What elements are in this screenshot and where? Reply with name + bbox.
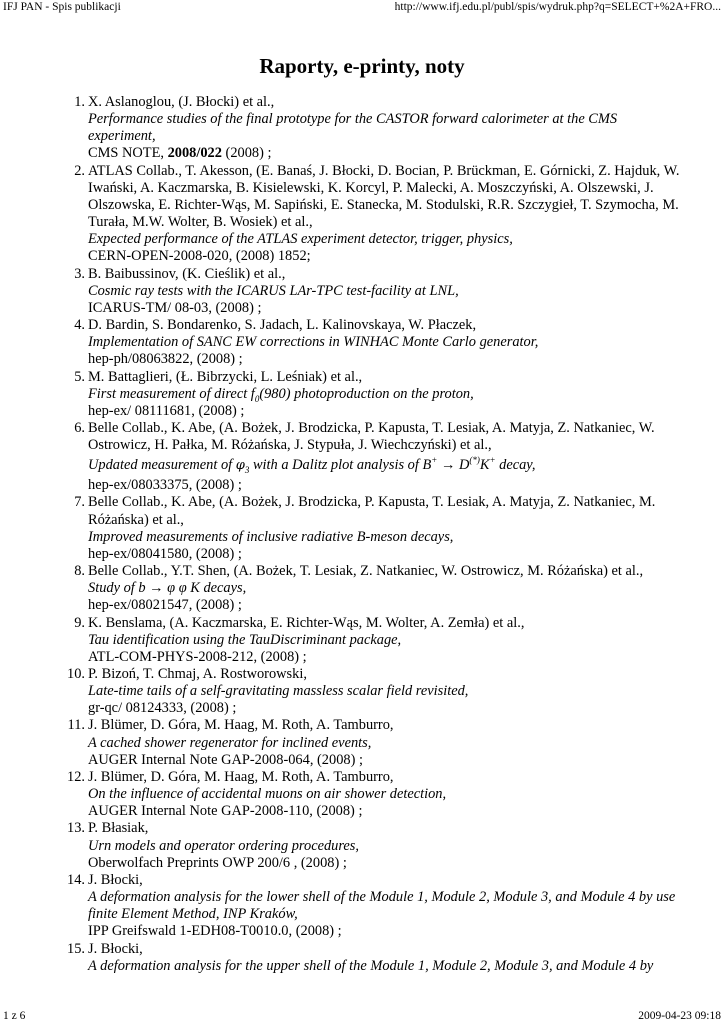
document-title: Raporty, e-printy, noty bbox=[259, 54, 465, 78]
item-number: 14. bbox=[67, 871, 85, 888]
item-number: 1. bbox=[74, 94, 85, 110]
list-item bbox=[74, 265, 682, 317]
item-source: hep-ph/08063822, (2008) ; bbox=[88, 351, 243, 368]
item-title: Cosmic ray tests with the ICARUS LAr-TPC test-facility at LNL, bbox=[88, 282, 459, 299]
page-title-header: IFJ PAN - Spis publikacji bbox=[3, 1, 121, 13]
print-timestamp: 2009-04-23 09:18 bbox=[638, 1010, 721, 1022]
list-item bbox=[67, 717, 682, 768]
print-header bbox=[3, 1, 721, 13]
list-item bbox=[74, 614, 682, 666]
publication-list bbox=[67, 94, 682, 975]
item-authors: J. Blümer, D. Góra, M. Haag, M. Roth, A. Tamburro, bbox=[88, 768, 394, 785]
item-authors: P. Bizoń, T. Chmaj, A. Rostworowski, bbox=[88, 666, 307, 682]
item-title: Implementation of SANC EW corrections in WINHAC Monte Carlo generator, bbox=[88, 334, 539, 351]
item-number: 12. bbox=[67, 768, 85, 785]
item-authors: J. Błocki, bbox=[88, 940, 143, 957]
item-number: 13. bbox=[67, 820, 85, 837]
list-item bbox=[74, 162, 682, 266]
item-authors: J. Błocki, bbox=[88, 871, 143, 888]
item-source: Oberwolfach Preprints OWP 200/6 , (2008) ; bbox=[88, 854, 347, 871]
item-authors: B. Baibussinov, (K. Cieślik) et al., bbox=[88, 265, 286, 282]
item-source: ICARUS-TM/ 08-03, (2008) ; bbox=[88, 299, 262, 316]
item-title: First measurement of direct $f_0(980)$ photoproduction on the proton, bbox=[88, 385, 474, 404]
item-authors: ATLAS Collab., T. Akesson, (E. Banaś, J. Błocki, D. Bocian, P. Brückman, E. Górnicki, Z. Hajduk, W. Iwański, A. Kaczmarska, B. Kisielewski, K. Korcyl, P. Malecki, A. Moszczyński, A. Olszewski, J. Olszowska, E. Richter-Wąs, M. Sapiński, E. Stanecka, M. Stodulski, R.R. Szczygieł, T. Szymocha, M. Turała, M.W. Wolter, B. Wosiek) et al., bbox=[88, 162, 680, 231]
page-url: http://www.ifj.edu.pl/publ/spis/wydruk.php?q=SELECT+%2A+FRO... bbox=[394, 1, 721, 13]
item-number: 6. bbox=[74, 419, 85, 436]
list-item bbox=[67, 768, 682, 820]
list-item bbox=[67, 940, 682, 975]
item-title: On the influence of accidental muons on air shower detection, bbox=[88, 786, 447, 803]
list-item bbox=[74, 317, 682, 368]
page-number: 1 z 6 bbox=[3, 1010, 26, 1022]
item-title: Performance studies of the final prototype for the CASTOR forward calorimeter at the CMS experiment, bbox=[88, 111, 618, 145]
item-title: Expected performance of the ATLAS experiment detector, trigger, physics, bbox=[88, 231, 513, 248]
item-number: 3. bbox=[74, 265, 85, 282]
item-source: ATL-COM-PHYS-2008-212, (2008) ; bbox=[88, 648, 307, 665]
item-title: Late-time tails of a self-gravitating massless scalar field revisited, bbox=[88, 683, 469, 700]
item-number: 10. bbox=[67, 666, 85, 682]
item-source: gr-qc/ 08124333, (2008) ; bbox=[88, 700, 237, 717]
list-item bbox=[74, 368, 682, 420]
item-number: 9. bbox=[74, 614, 85, 631]
item-source: CMS NOTE, 2008/022 (2008) ; bbox=[88, 145, 272, 162]
item-authors: Belle Collab., K. Abe, (A. Bożek, J. Brodzicka, P. Kapusta, T. Lesiak, A. Matyja, Z. Natkaniec, M. Różańska) et al., bbox=[88, 494, 656, 528]
item-title: A cached shower regenerator for inclined events, bbox=[88, 734, 372, 751]
item-title: A deformation analysis for the lower shell of the Module 1, Module 2, Module 3, and Module 4 by use finite Element Method, INP Kraków, bbox=[88, 889, 676, 923]
item-authors: P. Błasiak, bbox=[88, 820, 149, 837]
item-authors: K. Benslama, (A. Kaczmarska, E. Richter-Wąs, M. Wolter, A. Zemła) et al., bbox=[88, 614, 525, 631]
item-number: 8. bbox=[74, 563, 85, 580]
item-title: Study of b → φ φ K decays, bbox=[88, 580, 247, 597]
item-source: CERN-OPEN-2008-020, (2008) 1852; bbox=[88, 248, 311, 265]
item-authors: Belle Collab., K. Abe, (A. Bożek, J. Brodzicka, P. Kapusta, T. Lesiak, A. Matyja, Z. Natkaniec, W. Ostrowicz, H. Pałka, M. Różańska, J. Stypuła, J. Wiechczyński) et al., bbox=[88, 419, 655, 454]
item-title: A deformation analysis for the upper shell of the Module 1, Module 2, Module 3, and Module 4 by bbox=[88, 957, 654, 974]
list-item bbox=[67, 871, 682, 941]
item-title: Updated measurement of $\varphi_3$ with a Dalitz plot analysis of B+ → D(*)K+ decay, bbox=[88, 455, 536, 476]
item-authors: Belle Collab., Y.T. Shen, (A. Bożek, T. Lesiak, Z. Natkaniec, W. Ostrowicz, M. Różańska) et al., bbox=[88, 563, 644, 580]
item-authors: D. Bardin, S. Bondarenko, S. Jadach, L. Kalinovskaya, W. Płaczek, bbox=[88, 317, 477, 334]
item-source: AUGER Internal Note GAP-2008-064, (2008) ; bbox=[88, 751, 363, 768]
item-number: 2. bbox=[74, 162, 85, 179]
item-number: 5. bbox=[74, 368, 85, 385]
item-authors: J. Blümer, D. Góra, M. Haag, M. Roth, A. Tamburro, bbox=[88, 717, 394, 734]
print-footer bbox=[3, 1010, 721, 1022]
item-authors: X. Aslanoglou, (J. Błocki) et al., bbox=[88, 94, 275, 110]
item-number: 11. bbox=[67, 717, 85, 734]
item-source: IPP Greifswald 1-EDH08-T0010.0, (2008) ; bbox=[88, 923, 342, 940]
item-title: Urn models and operator ordering procedures, bbox=[88, 837, 360, 854]
item-authors: M. Battaglieri, (Ł. Bibrzycki, L. Leśniak) et al., bbox=[88, 368, 363, 385]
list-item bbox=[74, 494, 682, 563]
item-number: 15. bbox=[67, 940, 85, 957]
item-source: AUGER Internal Note GAP-2008-110, (2008) ; bbox=[88, 803, 363, 820]
list-item bbox=[67, 666, 682, 717]
list-item bbox=[74, 419, 682, 494]
item-title: Improved measurements of inclusive radiative B-meson decays, bbox=[88, 528, 454, 545]
list-item bbox=[74, 563, 682, 614]
item-number: 4. bbox=[74, 317, 85, 334]
item-title: Tau identification using the TauDiscriminant package, bbox=[88, 631, 402, 648]
item-number: 7. bbox=[74, 494, 85, 511]
item-source: hep-ex/08033375, (2008) ; bbox=[88, 477, 242, 494]
item-source: hep-ex/08041580, (2008) ; bbox=[88, 545, 242, 562]
list-item bbox=[67, 820, 682, 871]
item-source: hep-ex/ 08111681, (2008) ; bbox=[88, 402, 245, 419]
item-source: hep-ex/08021547, (2008) ; bbox=[88, 597, 242, 614]
list-item bbox=[74, 94, 682, 163]
